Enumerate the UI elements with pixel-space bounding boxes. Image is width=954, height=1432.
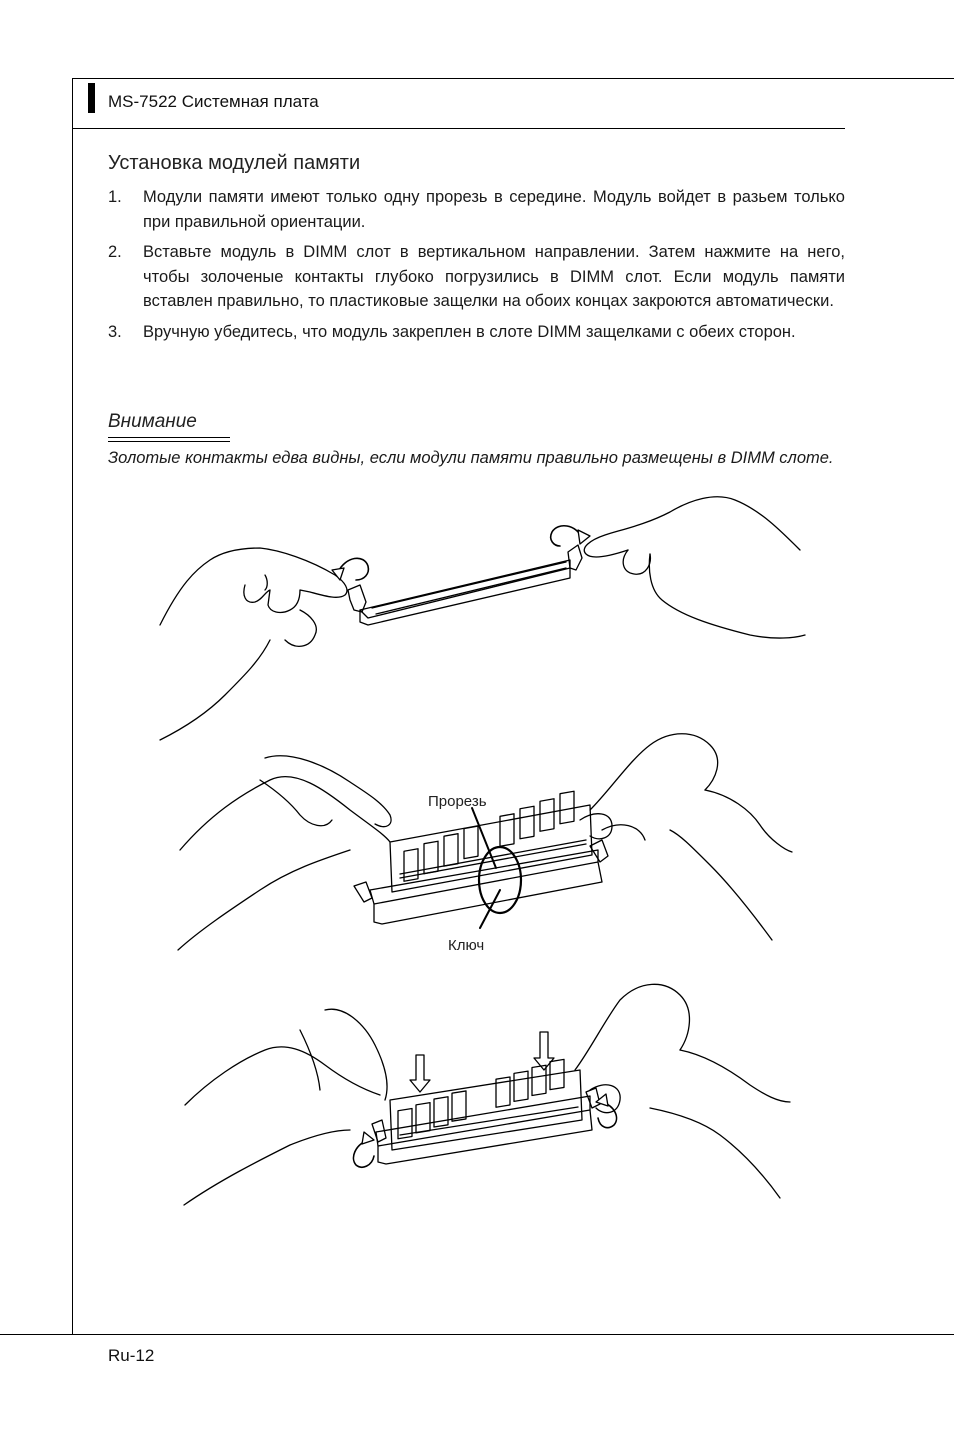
step-text: Вставьте модуль в DIMM слот в вертикальном направлении. Затем нажмите на него, чтобы золоченые контакты глубоко погрузились в DIMM слот. Если модуль памяти вставлен правильно, то пластиковые защелки на обоих концах закроются автоматически. xyxy=(143,243,845,310)
panel-press-module xyxy=(184,984,790,1205)
step-text: Вручную убедитесь, что модуль закреплен в слоте DIMM защелками с обеих сторон. xyxy=(143,322,796,341)
step-text: Модули памяти имеют только одну прорезь в середине. Модуль войдет в разьем только при правильной ориентации. xyxy=(143,188,845,231)
step-number: 1. xyxy=(108,188,122,206)
steps-list xyxy=(108,185,845,350)
label-notch: Прорезь xyxy=(428,793,487,810)
list-item xyxy=(108,240,845,314)
page-number: Ru-12 xyxy=(108,1346,155,1365)
section-title: Установка модулей памяти xyxy=(108,152,361,174)
memory-install-illustration xyxy=(150,490,810,1220)
panel-align-module xyxy=(178,734,792,954)
list-item xyxy=(108,320,845,345)
step-number: 2. xyxy=(108,243,122,261)
note-underline-2 xyxy=(108,441,230,442)
label-key: Ключ xyxy=(448,937,485,954)
frame-top-rule xyxy=(72,78,954,79)
frame-left-rule xyxy=(72,78,73,1335)
note-underline xyxy=(108,437,230,438)
step-number: 3. xyxy=(108,322,122,341)
header-marker-bar xyxy=(88,83,95,113)
frame-bottom-rule xyxy=(0,1334,954,1335)
panel-open-latches xyxy=(160,497,805,740)
list-item xyxy=(108,185,845,234)
header-title: MS-7522 Системная плата xyxy=(108,92,319,111)
note-text: Золотые контакты едва видны, если модули памяти правильно размещены в DIMM слоте. xyxy=(108,449,834,467)
header-rule xyxy=(72,128,845,129)
note-title: Внимание xyxy=(108,411,197,432)
